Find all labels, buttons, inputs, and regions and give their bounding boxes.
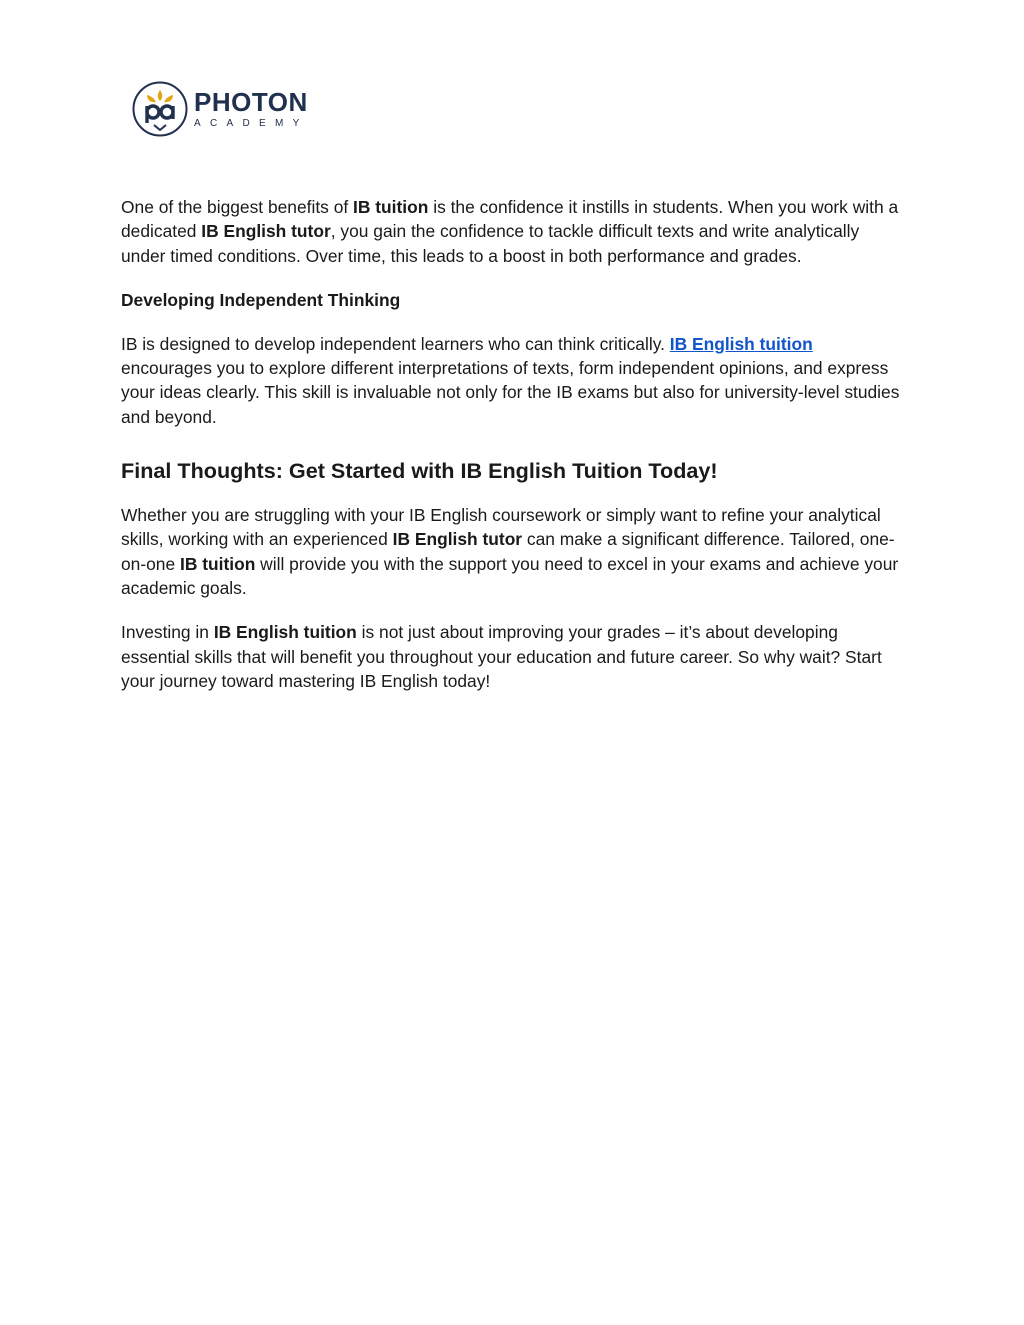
bold-term: IB English tuition [213, 622, 357, 643]
text-run: will provide you with the support you need to excel in your exams and achieve your academic goals. [121, 553, 899, 598]
text-run: can make a significant difference. Tailored, one-on-one [121, 529, 895, 574]
paragraph-confidence [121, 195, 907, 268]
photon-academy-logo [132, 80, 309, 138]
paragraph-independent [121, 332, 907, 429]
logo-title: PHOTON [194, 86, 308, 117]
text-run: is not just about improving your grades – it’s about developing essential skills that will benefit you throughout your education and future career. So why wait? Start your journey toward mastering IB English today! [121, 622, 882, 691]
document-body [121, 195, 907, 693]
text-run: Whether you are struggling with your IB English coursework or simply want to refine your analytical skills, working with an experienced [121, 505, 881, 550]
bold-term: IB tuition [179, 553, 256, 574]
text-run: is the confidence it instills in students. When you work with a dedicated [121, 197, 899, 242]
text-run: One of the biggest benefits of [121, 197, 354, 217]
logo-subtitle: ACADEMY [194, 117, 309, 129]
bold-term: IB English tutor [201, 221, 331, 242]
text-run: encourages you to explore different interpretations of texts, form independent opinions, and express your ideas clearly. This skill is invaluable not only for the IB exams but also for university-level studies and beyond. [121, 358, 900, 427]
text-run: , you gain the confidence to tackle difficult texts and write analytically under timed conditions. Over time, this leads to a boost in both performance and grades. [121, 221, 860, 266]
bold-term: IB English tutor [392, 529, 523, 550]
heading-independent-thinking: Developing Independent Thinking [121, 289, 401, 310]
logo-emblem-icon [132, 81, 188, 137]
text-run: Investing in [121, 622, 214, 643]
bold-term: IB tuition [353, 197, 429, 217]
heading-final-thoughts: Final Thoughts: Get Started with IB English Tuition Today! [121, 458, 718, 484]
paragraph-investing [121, 620, 907, 693]
paragraph-whether [121, 503, 907, 600]
text-run: IB is designed to develop independent learners who can think critically. [121, 333, 670, 354]
ib-english-tuition-link[interactable]: IB English tuition [669, 333, 813, 354]
